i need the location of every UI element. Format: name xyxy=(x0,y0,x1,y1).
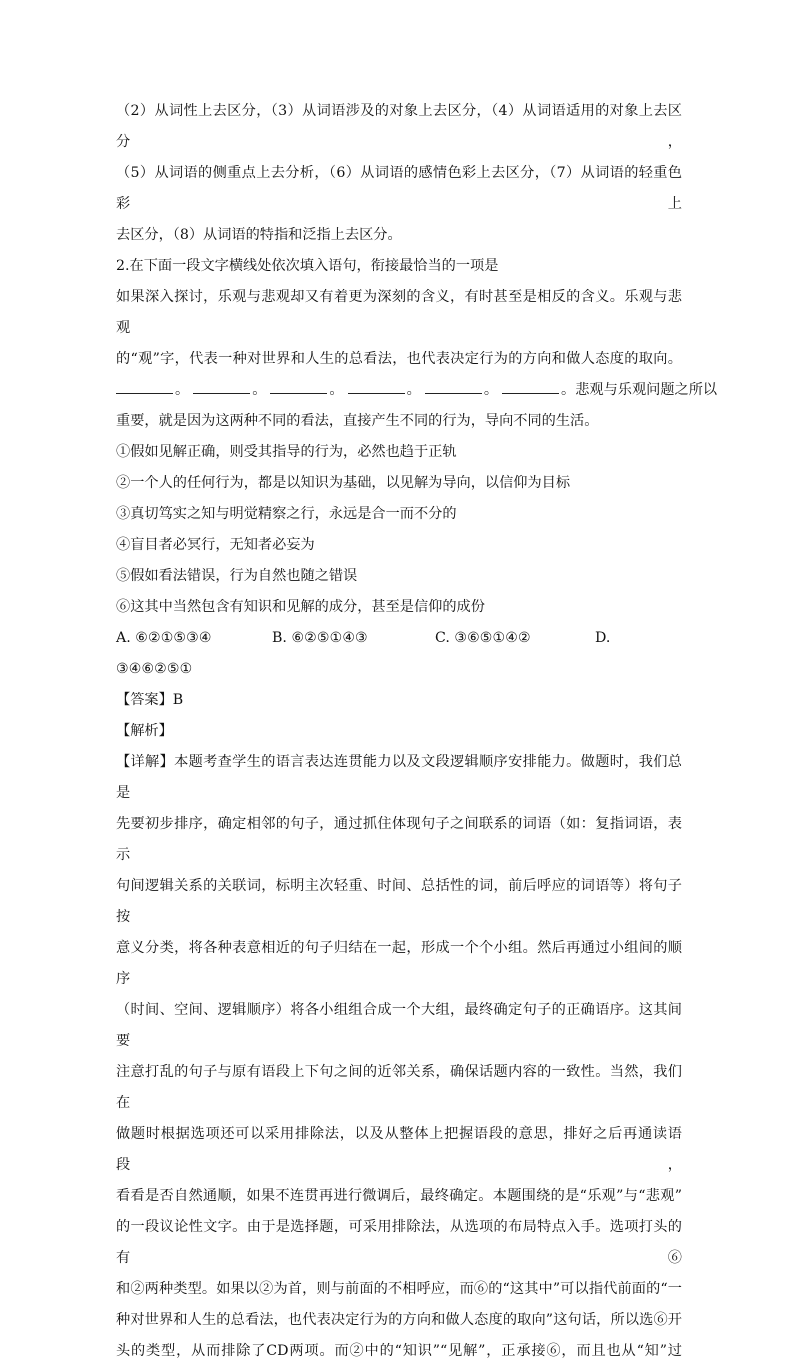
blank-separator: 。 xyxy=(483,382,499,398)
previous-answer-continuation xyxy=(116,96,682,251)
analysis-line: （时间、空间、逻辑顺序）将各小组组合成一个大组，最终确定句子的正确语序。这其间要 xyxy=(116,1002,682,1049)
blank-separator: 。 xyxy=(329,382,344,398)
question-stem: 2.在下面一段文字横线处依次填入语句，衔接最恰当的一项是 xyxy=(116,258,499,274)
passage-end: 重要，就是因为这两种不同的看法，直接产生不同的行为，导向不同的生活。 xyxy=(116,413,599,429)
sentence-item: ①假如见解正确，则受其指导的行为，必然也趋于正轨 xyxy=(116,444,457,460)
analysis-line: 意义分类，将各种表意相近的句子归结在一起，形成一个个小组。然后再通过小组间的顺序 xyxy=(116,940,682,987)
answer-label: 【答案】B xyxy=(116,692,184,708)
text-line: （2）从词性上去区分，（3）从词语涉及的对象上去区分，（4）从词语适用的对象上去区分， xyxy=(116,103,682,150)
analysis-line: 种对世界和人生的总看法，也代表决定行为的方向和做人态度的取向”这句话，所以选⑥开 xyxy=(116,1312,682,1328)
text-line: 去区分，（8）从词语的特指和泛指上去区分。 xyxy=(116,227,402,243)
analysis-line: 看看是否自然通顺，如果不连贯再进行微调后，最终确定。本题围绕的是“乐观”与“悲观” xyxy=(116,1188,682,1204)
sentence-item: ④盲目者必冥行，无知者必妄为 xyxy=(116,537,315,553)
option-d-label: D. xyxy=(595,630,611,646)
fill-blank xyxy=(116,379,173,394)
analysis-heading: 【解析】 xyxy=(116,723,173,739)
analysis-line: 【详解】本题考查学生的语言表达连贯能力以及文段逻辑顺序安排能力。做题时，我们总是 xyxy=(116,754,682,801)
passage-line: 的“观”字，代表一种对世界和人生的总看法，也代表决定行为的方向和做人态度的取向。 xyxy=(116,351,682,367)
question-2 xyxy=(116,251,718,685)
analysis-line: 先要初步排序，确定相邻的句子，通过抓住体现句子之间联系的词语（如：复指词语，表示 xyxy=(116,816,682,863)
sentence-item: ③真切笃实之知与明觉精察之行，永远是合一而不分的 xyxy=(116,506,457,522)
option-c: C. ③⑥⑤①④② xyxy=(435,630,531,646)
fill-blank xyxy=(348,379,405,394)
analysis-line: 做题时根据选项还可以采用排除法，以及从整体上把握语段的意思，排好之后再通读语段， xyxy=(116,1126,682,1173)
blank-separator: 。 xyxy=(406,382,421,398)
analysis-body xyxy=(116,747,682,1367)
analysis-line: 注意打乱的句子与原有语段上下句之间的近邻关系，确保话题内容的一致性。当然，我们在 xyxy=(116,1064,682,1111)
analysis-line: 头的类型，从而排除了CD两项。而②中的“知识”“见解”，正承接⑥，而且也从“知”过 xyxy=(116,1343,682,1359)
sentence-item: ⑤假如看法错误，行为自然也随之错误 xyxy=(116,568,358,584)
text-line: （5）从词语的侧重点上去分析，（6）从词语的感情色彩上去区分，（7）从词语的轻重色彩上 xyxy=(116,165,682,212)
fill-blank xyxy=(193,379,250,394)
analysis-line: 句间逻辑关系的关联词，标明主次轻重、时间、总括性的词，前后呼应的词语等）将句子按 xyxy=(116,878,682,925)
option-a: A. ⑥②①⑤③④ xyxy=(116,630,212,646)
fill-blank xyxy=(425,379,482,394)
blanks-tail: 。悲观与乐观问题之所以 xyxy=(561,382,718,398)
analysis-line: 的一段议论性文字。由于是选择题，可采用排除法，从选项的布局特点入手。选项打头的有⑥ xyxy=(116,1219,682,1266)
fill-blank xyxy=(270,379,327,394)
fill-blank xyxy=(502,379,559,394)
passage-line: 如果深入探讨，乐观与悲观却又有着更为深刻的含义，有时甚至是相反的含义。乐观与悲观 xyxy=(116,289,682,336)
blanks-line xyxy=(116,375,718,406)
options-row xyxy=(116,623,682,654)
sentence-item: ②一个人的任何行为，都是以知识为基础，以见解为导向，以信仰为目标 xyxy=(116,475,571,491)
option-d-value: ③④⑥②⑤① xyxy=(116,661,193,677)
blank-separator: 。 xyxy=(252,382,267,398)
analysis-line: 和②两种类型。如果以②为首，则与前面的不相呼应，而⑥的“这其中”可以指代前面的“一 xyxy=(116,1281,682,1297)
sentence-item: ⑥这其中当然包含有知识和见解的成分，甚至是信仰的成份 xyxy=(116,599,485,615)
blank-separator: 。 xyxy=(175,382,190,398)
document-page xyxy=(116,96,718,1367)
option-b: B. ⑥②⑤①④③ xyxy=(272,630,368,646)
